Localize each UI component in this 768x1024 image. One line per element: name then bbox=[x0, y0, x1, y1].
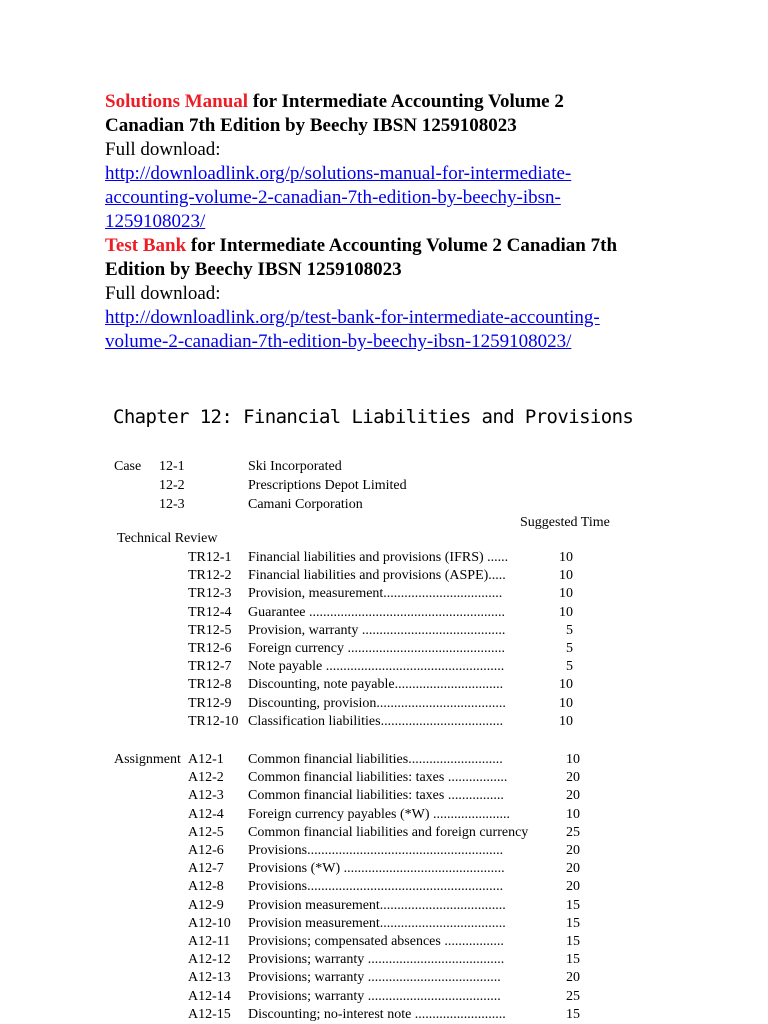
assignment-code: A12-12 bbox=[188, 952, 231, 967]
intro-block bbox=[105, 90, 705, 354]
assignment-code: A12-11 bbox=[188, 934, 231, 949]
technical-review-description: Provision, measurement.................................. bbox=[248, 586, 503, 601]
technical-review-code: TR12-3 bbox=[188, 586, 232, 601]
technical-review-description: Provision, warranty ......................................... bbox=[248, 623, 506, 638]
technical-review-code: TR12-7 bbox=[188, 659, 232, 674]
test-bank-title-line-1 bbox=[105, 234, 705, 258]
solutions-manual-link-line-2[interactable]: accounting-volume-2-canadian-7th-edition-by-beechy-ibsn- bbox=[105, 187, 561, 208]
technical-review-time: 10 bbox=[559, 586, 573, 601]
assignment-description: Common financial liabilities: taxes ................. bbox=[248, 770, 508, 785]
technical-review-time: 10 bbox=[559, 605, 573, 620]
technical-review-time: 10 bbox=[559, 714, 573, 729]
technical-review-code: TR12-6 bbox=[188, 641, 232, 656]
technical-review-time: 10 bbox=[559, 677, 573, 692]
assignment-time: 25 bbox=[566, 825, 580, 840]
full-download-label-2: Full download: bbox=[105, 283, 221, 304]
case-name: Prescriptions Depot Limited bbox=[248, 478, 407, 493]
assignment-code: A12-8 bbox=[188, 879, 224, 894]
technical-review-time: 10 bbox=[559, 696, 573, 711]
assignment-description: Provisions........................................................ bbox=[248, 843, 504, 858]
assignment-description: Provision measurement.................................... bbox=[248, 916, 506, 931]
assignment-label: Assignment bbox=[114, 752, 181, 767]
assignment-code: A12-5 bbox=[188, 825, 224, 840]
assignment-time: 15 bbox=[566, 898, 580, 913]
assignment-code: A12-6 bbox=[188, 843, 224, 858]
assignment-description: Common financial liabilities and foreign currency bbox=[248, 825, 529, 840]
solutions-manual-title-line-2: Canadian 7th Edition by Beechy IBSN 1259108023 bbox=[105, 115, 517, 136]
assignment-description: Provisions; compensated absences ................. bbox=[248, 934, 504, 949]
technical-review-code: TR12-2 bbox=[188, 568, 232, 583]
assignment-description: Provision measurement.................................... bbox=[248, 898, 506, 913]
assignment-time: 15 bbox=[566, 952, 580, 967]
technical-review-code: TR12-9 bbox=[188, 696, 232, 711]
solutions-manual-title-rest: for Intermediate Accounting Volume 2 bbox=[248, 91, 564, 112]
assignment-time: 20 bbox=[566, 879, 580, 894]
assignment-description: Provisions; warranty ...................................... bbox=[248, 989, 501, 1004]
assignment-code: A12-14 bbox=[188, 989, 231, 1004]
assignment-time: 20 bbox=[566, 970, 580, 985]
assignment-time: 25 bbox=[566, 989, 580, 1004]
assignment-time: 20 bbox=[566, 861, 580, 876]
technical-review-time: 5 bbox=[566, 623, 573, 638]
chapter-title: Chapter 12: Financial Liabilities and Provisions bbox=[113, 406, 634, 428]
assignment-description: Common financial liabilities........................... bbox=[248, 752, 503, 767]
technical-review-time: 5 bbox=[566, 659, 573, 674]
assignment-code: A12-15 bbox=[188, 1007, 231, 1022]
technical-review-label: Technical Review bbox=[117, 531, 218, 546]
technical-review-time: 5 bbox=[566, 641, 573, 656]
technical-review-description: Guarantee ........................................................ bbox=[248, 605, 506, 620]
solutions-manual-link-line-1[interactable]: http://downloadlink.org/p/solutions-manual-for-intermediate- bbox=[105, 163, 572, 184]
solutions-manual-link-line-3[interactable]: 1259108023/ bbox=[105, 211, 206, 232]
test-bank-link-line-1[interactable]: http://downloadlink.org/p/test-bank-for-intermediate-accounting- bbox=[105, 307, 600, 328]
assignment-description: Discounting; no-interest note .......................... bbox=[248, 1007, 506, 1022]
test-bank-title-rest: for Intermediate Accounting Volume 2 Canadian 7th bbox=[186, 235, 618, 256]
assignment-time: 15 bbox=[566, 934, 580, 949]
assignment-time: 15 bbox=[566, 1007, 580, 1022]
technical-review-code: TR12-1 bbox=[188, 550, 232, 565]
assignment-description: Provisions; warranty ...................................... bbox=[248, 970, 501, 985]
assignment-time: 20 bbox=[566, 788, 580, 803]
assignment-description: Provisions (*W) .............................................. bbox=[248, 861, 505, 876]
technical-review-description: Discounting, provision..................................... bbox=[248, 696, 506, 711]
assignment-description: Foreign currency payables (*W) ...................... bbox=[248, 807, 511, 822]
case-code: 12-2 bbox=[159, 478, 185, 493]
suggested-time-header: Suggested Time bbox=[520, 515, 610, 530]
solutions-manual-title-line-1 bbox=[105, 90, 705, 114]
case-name: Ski Incorporated bbox=[248, 459, 342, 474]
technical-review-description: Discounting, note payable............................... bbox=[248, 677, 504, 692]
assignment-code: A12-9 bbox=[188, 898, 224, 913]
assignment-code: A12-7 bbox=[188, 861, 224, 876]
assignment-time: 10 bbox=[566, 807, 580, 822]
technical-review-code: TR12-4 bbox=[188, 605, 232, 620]
assignment-code: A12-2 bbox=[188, 770, 224, 785]
assignment-code: A12-3 bbox=[188, 788, 224, 803]
assignment-time: 15 bbox=[566, 916, 580, 931]
assignment-description: Common financial liabilities: taxes ................ bbox=[248, 788, 504, 803]
case-label: Case bbox=[114, 459, 142, 474]
technical-review-code: TR12-10 bbox=[188, 714, 239, 729]
technical-review-description: Note payable ................................................... bbox=[248, 659, 505, 674]
assignment-time: 10 bbox=[566, 752, 580, 767]
full-download-label-1: Full download: bbox=[105, 139, 221, 160]
case-code: 12-3 bbox=[159, 497, 185, 512]
case-code: 12-1 bbox=[159, 459, 185, 474]
technical-review-code: TR12-5 bbox=[188, 623, 232, 638]
technical-review-description: Foreign currency ............................................. bbox=[248, 641, 506, 656]
test-bank-title-line-2: Edition by Beechy IBSN 1259108023 bbox=[105, 259, 402, 280]
assignment-code: A12-10 bbox=[188, 916, 231, 931]
technical-review-description: Financial liabilities and provisions (ASPE)..... bbox=[248, 568, 506, 583]
test-bank-label: Test Bank bbox=[105, 235, 187, 256]
assignment-time: 20 bbox=[566, 843, 580, 858]
assignment-code: A12-1 bbox=[188, 752, 224, 767]
test-bank-link-line-2[interactable]: volume-2-canadian-7th-edition-by-beechy-ibsn-1259108023/ bbox=[105, 331, 572, 352]
case-name: Camani Corporation bbox=[248, 497, 363, 512]
assignment-code: A12-13 bbox=[188, 970, 231, 985]
technical-review-time: 10 bbox=[559, 568, 573, 583]
technical-review-description: Classification liabilities................................... bbox=[248, 714, 504, 729]
assignment-code: A12-4 bbox=[188, 807, 224, 822]
technical-review-time: 10 bbox=[559, 550, 573, 565]
assignment-description: Provisions........................................................ bbox=[248, 879, 504, 894]
assignment-time: 20 bbox=[566, 770, 580, 785]
solutions-manual-label: Solutions Manual bbox=[105, 91, 249, 112]
technical-review-code: TR12-8 bbox=[188, 677, 232, 692]
technical-review-description: Financial liabilities and provisions (IFRS) ...... bbox=[248, 550, 509, 565]
assignment-description: Provisions; warranty ....................................... bbox=[248, 952, 505, 967]
